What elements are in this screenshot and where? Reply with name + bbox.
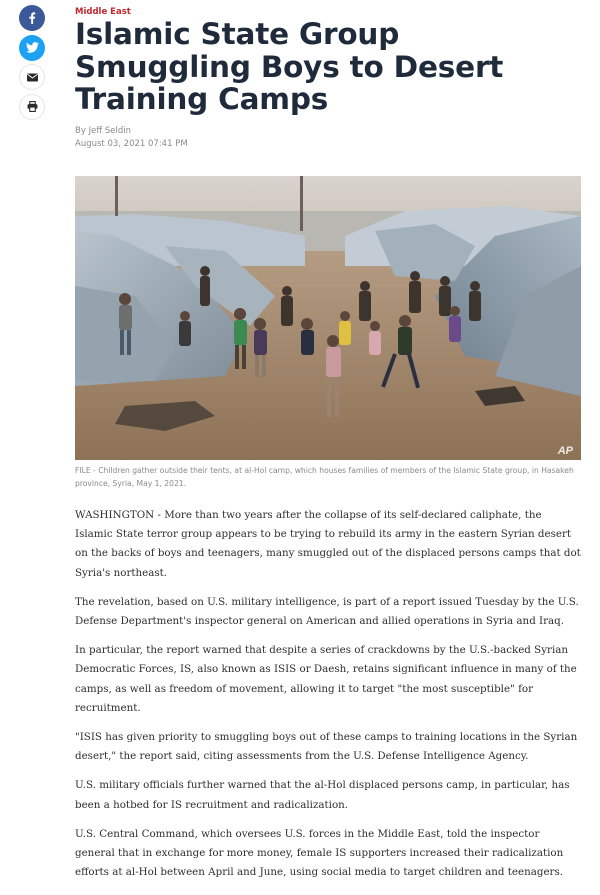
article-paragraph: The revelation, based on U.S. military intelligence, is part of a report issued Tuesday by the U.S. Defense Department's inspector general on American and allied operations in Syria and Iraq. bbox=[75, 595, 579, 628]
article-paragraph: "ISIS has given priority to smuggling boys out of these camps to training locations in the Syrian desert," the report said, citing assessments from the U.S. Defense Intelligence Agency. bbox=[75, 731, 578, 763]
page-title: Islamic State Group Smuggling Boys to Desert Training Camps bbox=[75, 17, 504, 116]
author-line bbox=[75, 125, 188, 138]
email-share-button[interactable] bbox=[19, 64, 45, 90]
photo-credit: AP bbox=[557, 445, 573, 457]
hero-photo bbox=[75, 176, 581, 460]
email-icon bbox=[27, 73, 38, 82]
print-button[interactable] bbox=[19, 94, 45, 120]
author-link[interactable]: Jeff Seldin bbox=[88, 126, 132, 136]
facebook-share-button[interactable] bbox=[19, 5, 45, 31]
photo-caption: FILE - Children gather outside their tents, at al-Hol camp, which houses families of members of the Islamic State group, in Hasakeh province, Syria, May 1, 2021. bbox=[75, 466, 574, 488]
print-icon bbox=[27, 101, 38, 112]
share-rail bbox=[19, 5, 45, 123]
hero-photo-image bbox=[75, 176, 581, 460]
facebook-icon bbox=[27, 12, 37, 24]
article-paragraph: U.S. Central Command, which oversees U.S. forces in the Middle East, told the inspector general that in exchange for more money, female IS supporters increased their radicalization efforts at al-Hol between April and June, using social media to target children and teenagers. bbox=[75, 827, 564, 879]
article-paragraph: U.S. military officials further warned that the al-Hol displaced persons camp, in particular, has been a hotbed for IS recruitment and radicalization. bbox=[75, 779, 570, 811]
byline bbox=[75, 125, 188, 151]
category-link[interactable]: Middle East bbox=[75, 7, 131, 17]
twitter-share-button[interactable] bbox=[19, 35, 45, 61]
byline-prefix: By bbox=[75, 126, 89, 136]
article-paragraph: In particular, the report warned that despite a series of crackdowns by the U.S.-backed Syrian Democratic Forces, IS, also known as ISIS or Daesh, retains significant influence in many of the camps, as well as freedom of movement, allowing it to target "the most susceptible" for recruitment. bbox=[75, 644, 577, 714]
publish-date: August 03, 2021 07:41 PM bbox=[75, 139, 188, 149]
article-paragraph: WASHINGTON - More than two years after the collapse of its self-declared caliphate, the Islamic State terror group appears to be trying to rebuild its army in the eastern Syrian desert on the backs of boys and teenagers, many smuggled out of the displaced persons camps that dot Syria's northeast. bbox=[75, 509, 581, 579]
twitter-icon bbox=[26, 42, 39, 53]
article-body bbox=[75, 506, 581, 892]
